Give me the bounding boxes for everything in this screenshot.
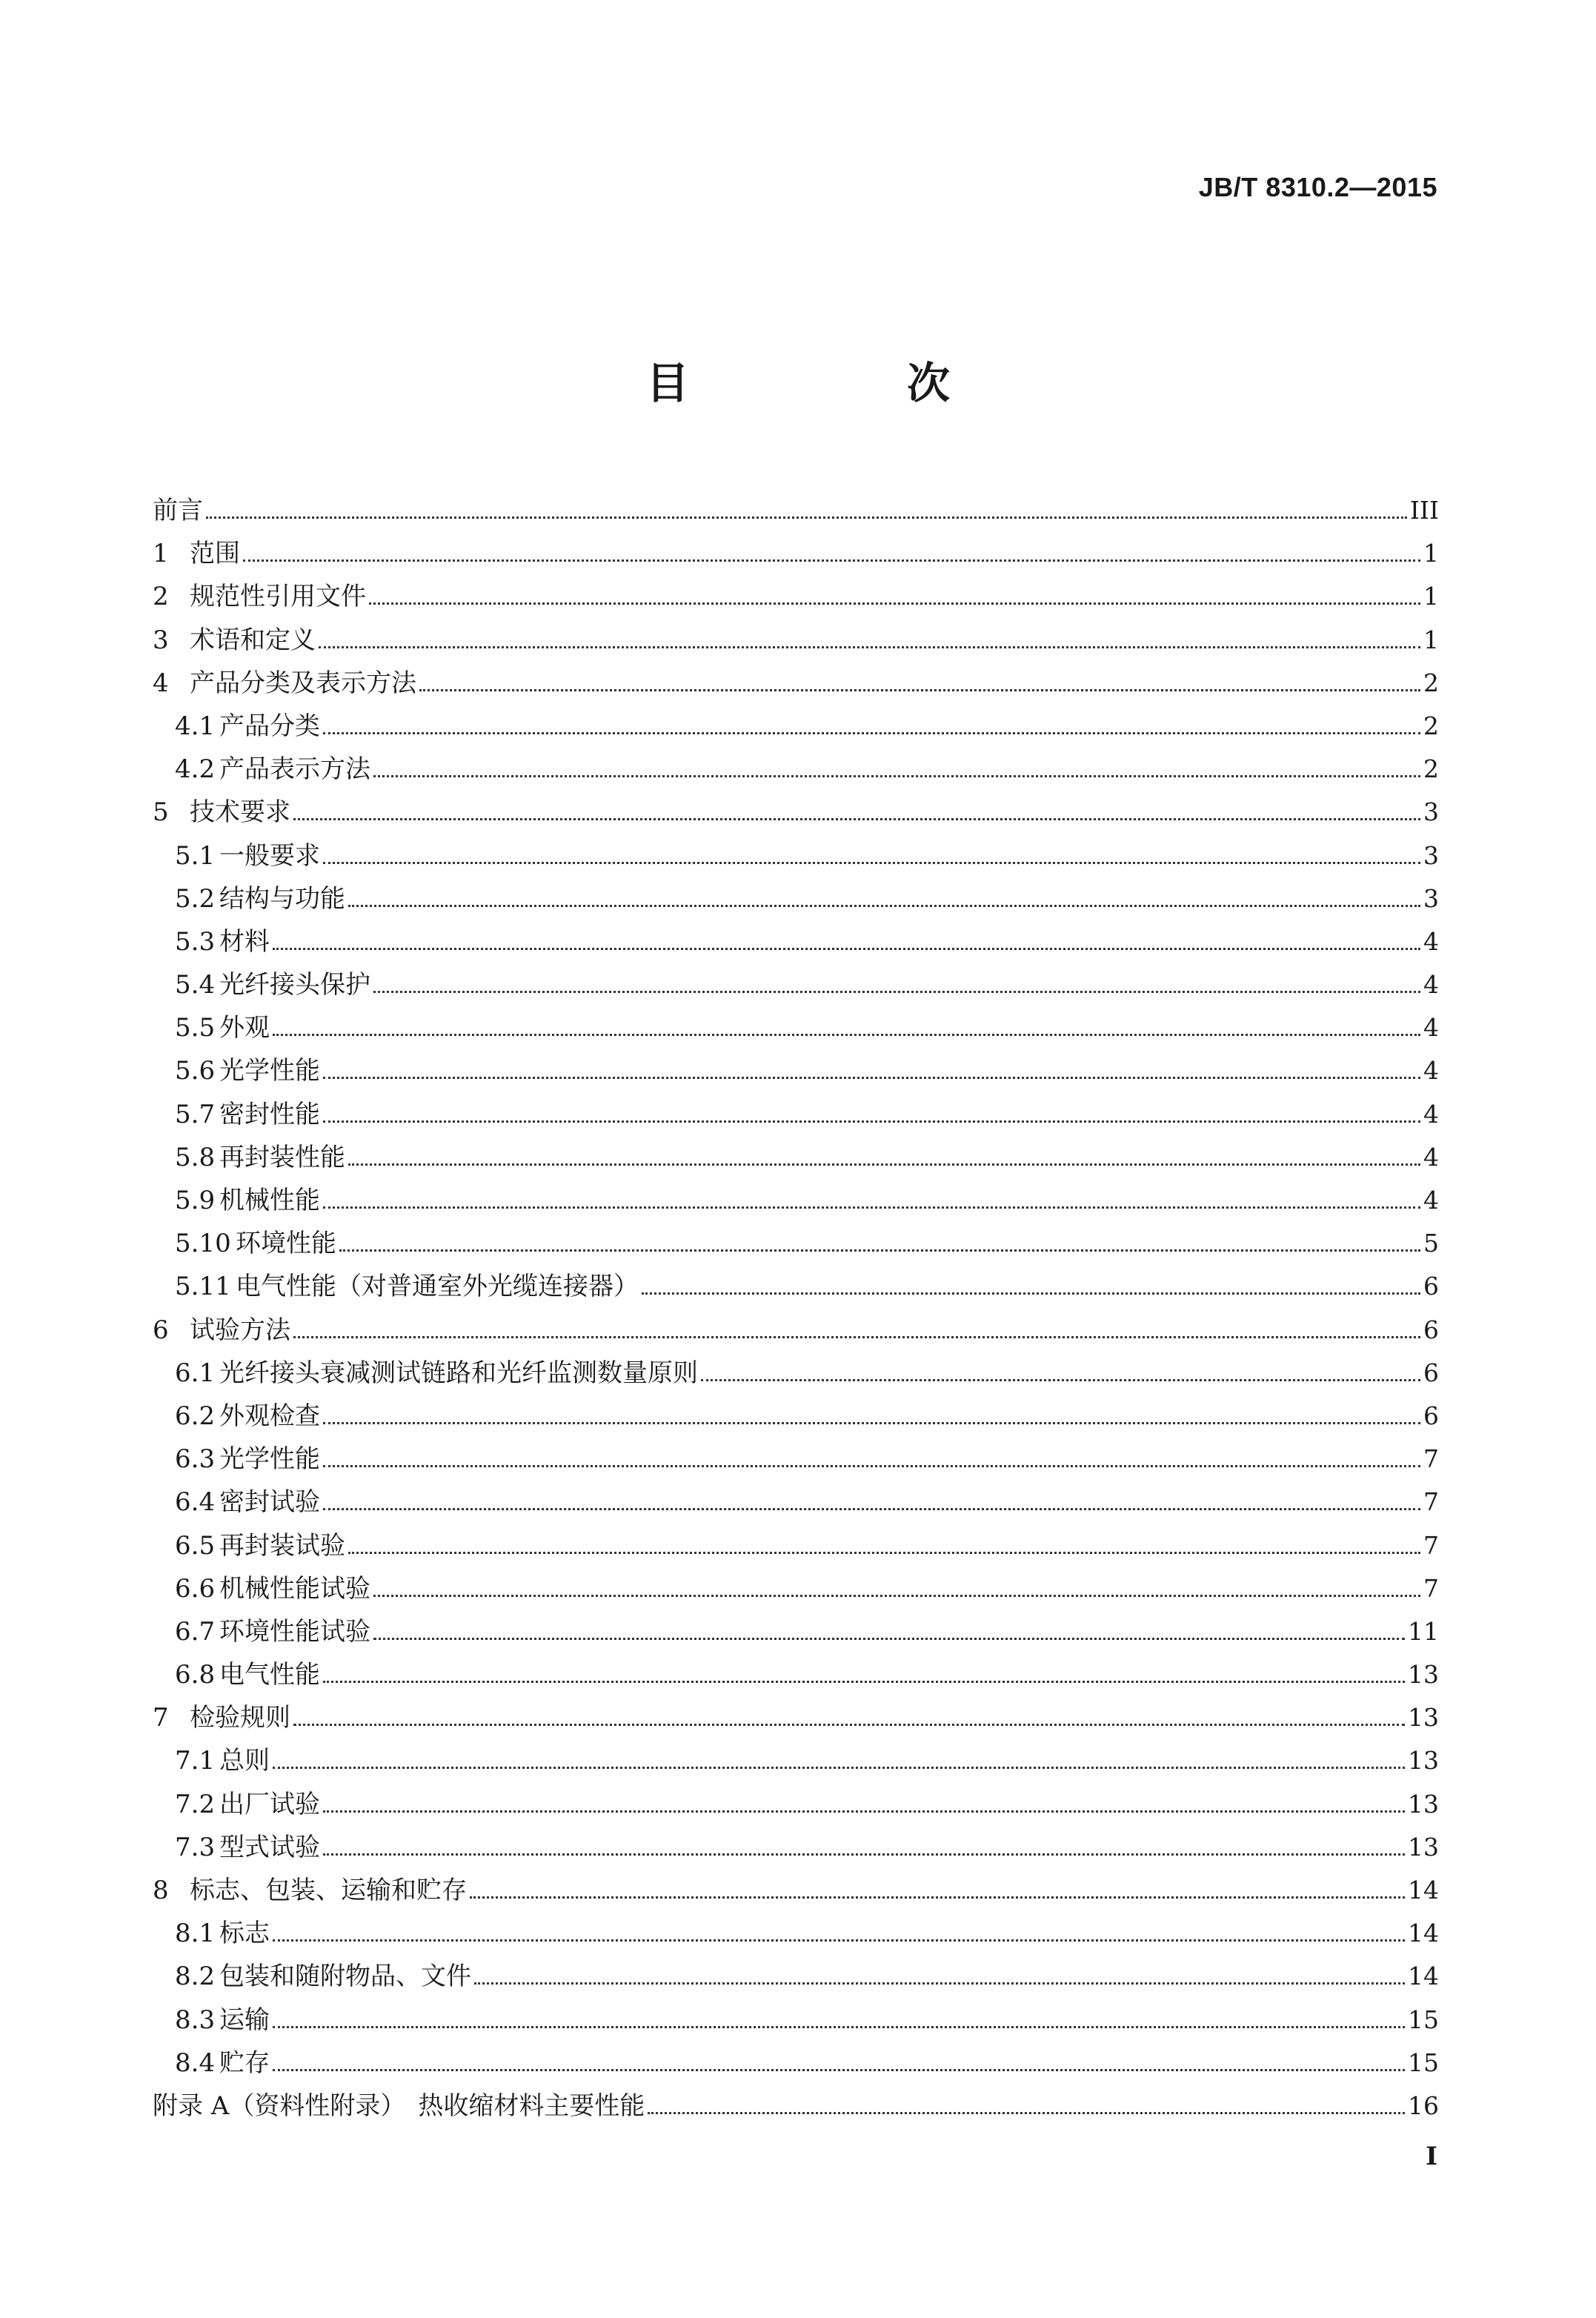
toc-entry[interactable] [153, 1869, 1439, 1912]
toc-entry[interactable] [153, 619, 1439, 662]
toc-entry-title: 光纤接头保护 [219, 970, 370, 1000]
toc-entry-page: 3 [1423, 797, 1439, 827]
toc-entry-number: 6.3 [175, 1444, 216, 1475]
toc-entry-page: 4 [1423, 1186, 1439, 1215]
dot-leader [348, 1163, 1420, 1166]
toc-entry-number: 5.3 [175, 926, 216, 957]
dot-leader [323, 1508, 1420, 1510]
dot-leader [323, 1465, 1420, 1467]
toc-entry-number: 6.5 [175, 1530, 216, 1561]
dot-leader [373, 991, 1420, 993]
toc-entry-page: 11 [1408, 1616, 1439, 1646]
standard-number: JB/T 8310.2—2015 [1198, 172, 1437, 202]
toc-entry[interactable] [153, 2042, 1439, 2085]
toc-entry-title: 规范性引用文件 [190, 582, 366, 612]
toc-entry[interactable] [153, 963, 1439, 1006]
toc-entry-title: 环境性能试验 [219, 1616, 370, 1647]
toc-entry-title: 技术要求 [190, 797, 290, 828]
toc-entry-number: 1 [153, 539, 169, 569]
toc-entry-number: 5.7 [175, 1099, 216, 1129]
toc-entry-number: 4.2 [175, 754, 216, 785]
toc-entry-title: 机械性能试验 [219, 1573, 370, 1604]
toc-entry-page: 14 [1408, 1919, 1439, 1948]
dot-leader [701, 1379, 1420, 1381]
page-number: I [1426, 2142, 1437, 2171]
toc-entry[interactable] [153, 1179, 1439, 1222]
toc-entry-title: 材料 [219, 926, 270, 957]
toc-entry-title: 外观检查 [219, 1401, 320, 1431]
toc-entry-number: 5.6 [175, 1056, 216, 1086]
toc-entry-title: 再封装试验 [219, 1530, 345, 1561]
toc-entry-number: 5.9 [175, 1186, 216, 1215]
toc-entry-number: 8.2 [175, 1962, 216, 1992]
toc-entry-page: 6 [1423, 1358, 1439, 1387]
toc-entry-page: 5 [1423, 1229, 1439, 1258]
toc-entry-title: 机械性能 [219, 1186, 320, 1215]
toc-entry[interactable] [153, 920, 1439, 963]
toc-entry[interactable] [153, 1955, 1439, 1998]
toc-entry-page: 15 [1408, 2005, 1439, 2034]
dot-leader [206, 517, 1407, 519]
toc-entry-number: 3 [153, 625, 169, 655]
toc-entry-page: 15 [1408, 2048, 1439, 2077]
toc-entry-number: 5.8 [175, 1142, 216, 1172]
toc-entry-number: 6 [153, 1315, 169, 1345]
toc-entry-number: 4.1 [175, 711, 216, 741]
toc-entry-number: 5.2 [175, 883, 216, 914]
toc-entry-title: 电气性能（对普通室外光缆连接器） [236, 1272, 639, 1302]
toc-entry[interactable] [153, 1049, 1439, 1092]
toc-entry-title: 出厂试验 [219, 1789, 320, 1819]
toc-entry-title: 标志、包装、运输和贮存 [190, 1876, 467, 1905]
toc-entry-number: 5.11 [175, 1272, 231, 1302]
toc-entry-page: 1 [1423, 582, 1439, 611]
toc-entry-page: 2 [1423, 668, 1439, 697]
dot-leader [273, 1034, 1420, 1036]
toc-entry-number: 5 [153, 797, 169, 828]
dot-leader [348, 1552, 1420, 1554]
dot-leader [339, 1249, 1420, 1252]
dot-leader [419, 689, 1420, 691]
dot-leader [323, 862, 1420, 864]
toc-entry-number: 7 [153, 1703, 169, 1733]
toc-entry[interactable] [153, 1783, 1439, 1826]
dot-leader [648, 2112, 1405, 2114]
dot-leader [323, 1077, 1420, 1079]
dot-leader [369, 602, 1420, 605]
toc-entry[interactable] [153, 1481, 1439, 1524]
dot-leader [323, 1120, 1420, 1123]
dot-leader [323, 1853, 1405, 1856]
toc-entry-number: 7.1 [175, 1746, 216, 1776]
dot-leader [273, 1939, 1405, 1942]
toc-entry[interactable] [153, 1093, 1439, 1136]
toc-entry[interactable] [153, 489, 1439, 532]
toc-entry-number: 8.3 [175, 2005, 216, 2035]
toc-entry-page: 7 [1423, 1573, 1439, 1603]
toc-entry-number: 5.10 [175, 1229, 231, 1259]
toc-entry-number: 7.2 [175, 1789, 216, 1819]
toc-entry-title: 产品表示方法 [219, 754, 370, 785]
toc-entry-page: 6 [1423, 1401, 1439, 1430]
dot-leader [323, 1422, 1420, 1424]
toc-entry-page: 4 [1423, 926, 1439, 956]
toc-entry-title: 标志 [219, 1919, 270, 1949]
dot-leader [323, 1810, 1405, 1813]
dot-leader [293, 818, 1420, 820]
toc-entry-number: 5.4 [175, 970, 216, 1000]
toc-entry-page: 7 [1423, 1487, 1439, 1517]
toc-entry-page: 7 [1423, 1530, 1439, 1560]
toc-entry[interactable] [153, 2085, 1439, 2128]
toc-entry-title: 产品分类及表示方法 [190, 668, 416, 698]
toc-entry[interactable] [153, 1006, 1439, 1049]
toc-entry-title: 结构与功能 [219, 883, 345, 914]
toc-entry-title: 密封试验 [219, 1487, 320, 1518]
dot-leader [373, 1638, 1405, 1640]
toc-entry-page: 4 [1423, 1013, 1439, 1043]
toc-entry[interactable] [153, 1222, 1439, 1265]
toc-entry-title: 光学性能 [219, 1444, 320, 1475]
toc-entry-title: 总则 [219, 1746, 270, 1776]
toc-entry[interactable] [153, 1826, 1439, 1869]
toc-entry[interactable] [153, 1352, 1439, 1395]
toc-entry[interactable] [153, 1524, 1439, 1567]
dot-leader [293, 1724, 1405, 1726]
toc-entry-title: 前言 [153, 496, 203, 525]
toc-entry-number: 6.8 [175, 1660, 216, 1690]
toc-entry-page: 13 [1408, 1746, 1439, 1776]
toc-entry[interactable] [153, 1395, 1439, 1438]
toc-entry-number: 8.1 [175, 1919, 216, 1949]
toc-entry-title: 外观 [219, 1013, 270, 1043]
toc-entry-page: 6 [1423, 1315, 1439, 1344]
toc-entry[interactable] [153, 575, 1439, 618]
toc-entry-title: 范围 [190, 539, 240, 569]
toc-entry-number: 6.6 [175, 1573, 216, 1604]
dot-leader [273, 2026, 1405, 2028]
toc-entry-number: 5.5 [175, 1013, 216, 1043]
toc-entry-title: 检验规则 [190, 1703, 290, 1733]
toc-entry-page: 13 [1408, 1660, 1439, 1690]
toc-entry-page: 4 [1423, 970, 1439, 1000]
toc-entry-number: 2 [153, 582, 169, 612]
table-of-contents [153, 489, 1439, 2128]
toc-entry[interactable] [153, 791, 1439, 834]
dot-leader [273, 948, 1420, 950]
toc-entry[interactable] [153, 705, 1439, 748]
dot-leader [323, 1681, 1405, 1683]
toc-entry-page: 6 [1423, 1272, 1439, 1301]
dot-leader [319, 646, 1420, 648]
toc-entry-number: 6.2 [175, 1401, 216, 1431]
toc-entry-page: 13 [1408, 1703, 1439, 1733]
toc-entry-title: 贮存 [219, 2048, 270, 2078]
toc-entry[interactable] [153, 1265, 1439, 1308]
toc-entry-title: 运输 [219, 2005, 270, 2035]
dot-leader [373, 775, 1420, 777]
toc-entry-page: 13 [1408, 1789, 1439, 1819]
toc-entry-page: 7 [1423, 1444, 1439, 1474]
toc-entry-number: 7.3 [175, 1832, 216, 1862]
toc-entry-page: 4 [1423, 1142, 1439, 1172]
toc-entry[interactable] [153, 1912, 1439, 1955]
toc-entry-number: 5.1 [175, 840, 216, 871]
toc-entry-title: 术语和定义 [190, 625, 316, 655]
toc-entry-title: 环境性能 [236, 1229, 336, 1259]
toc-entry-title: 包装和随附物品、文件 [219, 1962, 471, 1992]
toc-entry[interactable] [153, 1739, 1439, 1782]
toc-entry-title: 附录 A（资料性附录） 热收缩材料主要性能 [153, 2090, 645, 2121]
dot-leader [323, 732, 1420, 734]
toc-entry-page: 3 [1423, 840, 1439, 870]
toc-entry-title: 电气性能 [219, 1660, 320, 1690]
dot-leader [470, 1896, 1405, 1899]
toc-entry-title: 型式试验 [219, 1832, 320, 1862]
toc-entry-page: III [1409, 496, 1439, 525]
page-title: 目 次 [645, 358, 1037, 408]
toc-entry-page: 2 [1423, 754, 1439, 784]
toc-entry[interactable] [153, 1653, 1439, 1696]
toc-entry-page: 1 [1423, 625, 1439, 654]
toc-entry[interactable] [153, 1567, 1439, 1610]
toc-entry-title: 密封性能 [219, 1099, 320, 1129]
toc-entry-title: 试验方法 [190, 1315, 290, 1345]
toc-entry-title: 产品分类 [219, 711, 320, 741]
toc-entry-number: 8.4 [175, 2048, 216, 2078]
toc-entry[interactable] [153, 1136, 1439, 1179]
dot-leader [373, 1595, 1420, 1597]
dot-leader [642, 1292, 1420, 1295]
dot-leader [273, 2069, 1405, 2071]
toc-entry-page: 1 [1423, 539, 1439, 568]
dot-leader [293, 1336, 1420, 1338]
toc-entry-title: 一般要求 [219, 840, 320, 871]
toc-entry-page: 4 [1423, 1099, 1439, 1129]
toc-entry-page: 4 [1423, 1056, 1439, 1086]
toc-entry[interactable] [153, 834, 1439, 877]
toc-entry-number: 4 [153, 668, 169, 698]
dot-leader [243, 559, 1420, 562]
toc-entry[interactable] [153, 1309, 1439, 1352]
toc-entry[interactable] [153, 877, 1439, 920]
dot-leader [323, 1206, 1420, 1209]
toc-entry[interactable] [153, 1696, 1439, 1739]
toc-entry-page: 3 [1423, 883, 1439, 913]
toc-entry-page: 16 [1408, 2090, 1439, 2120]
dot-leader [273, 1767, 1405, 1769]
toc-entry[interactable] [153, 1438, 1439, 1481]
toc-entry-number: 8 [153, 1876, 169, 1905]
toc-entry[interactable] [153, 1999, 1439, 2042]
dot-leader [348, 905, 1420, 907]
toc-entry[interactable] [153, 532, 1439, 575]
toc-entry-page: 14 [1408, 1876, 1439, 1904]
toc-entry-number: 6.4 [175, 1487, 216, 1518]
toc-entry-number: 6.1 [175, 1358, 216, 1388]
toc-entry[interactable] [153, 662, 1439, 705]
toc-entry-page: 13 [1408, 1832, 1439, 1862]
toc-entry[interactable] [153, 1610, 1439, 1653]
toc-entry[interactable] [153, 748, 1439, 791]
toc-entry-title: 光学性能 [219, 1056, 320, 1086]
toc-entry-page: 14 [1408, 1962, 1439, 1991]
toc-entry-number: 6.7 [175, 1616, 216, 1647]
toc-entry-page: 2 [1423, 711, 1439, 740]
toc-entry-title: 光纤接头衰减测试链路和光纤监测数量原则 [219, 1358, 698, 1388]
toc-entry-title: 再封装性能 [219, 1142, 345, 1172]
dot-leader [474, 1982, 1405, 1985]
